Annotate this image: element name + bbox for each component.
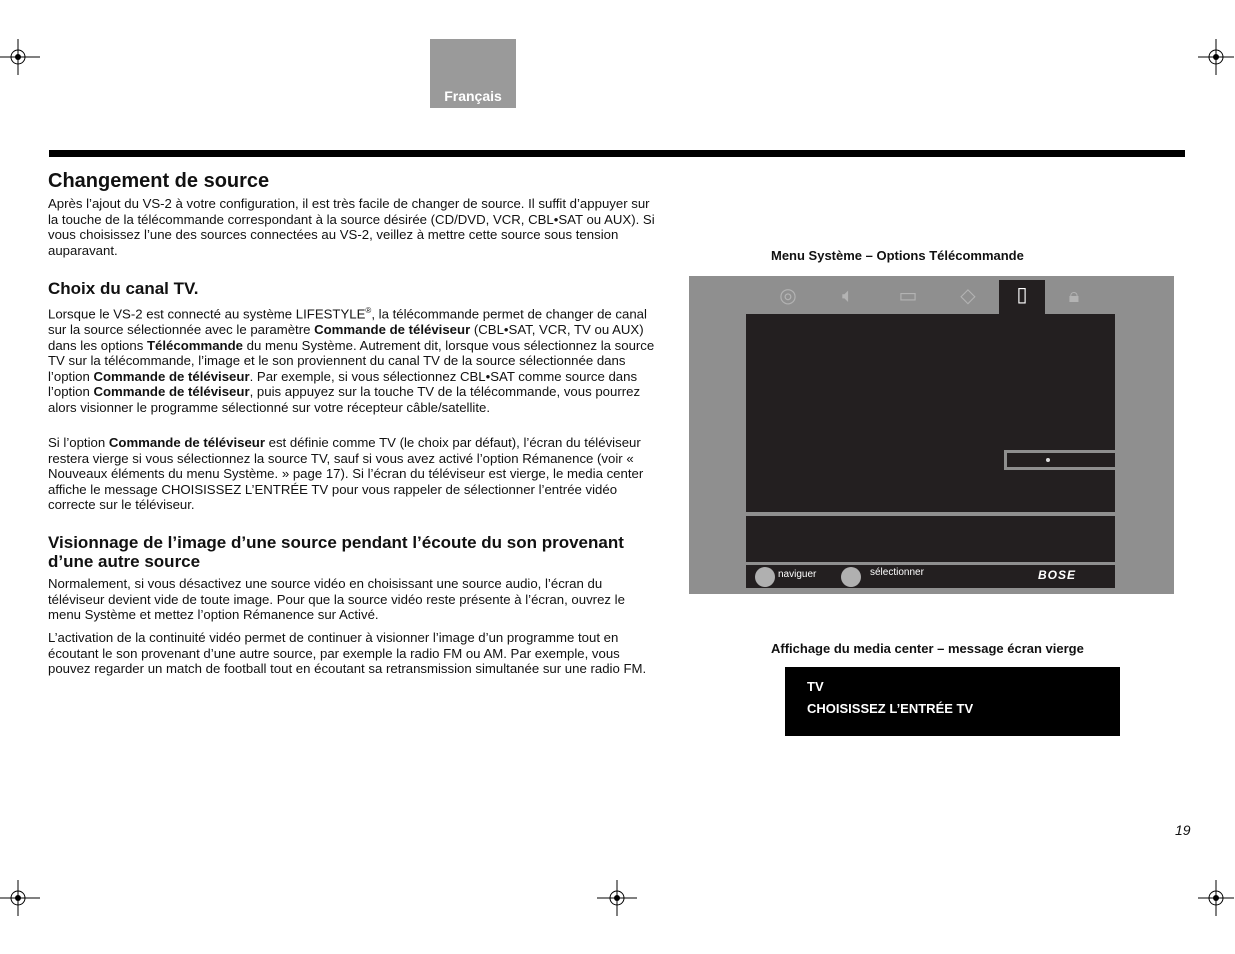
media-center-display — [785, 667, 1120, 736]
blank-figure-caption: Affichage du media center – message écran vierge — [771, 641, 1084, 656]
system-menu-screenshot — [689, 276, 1174, 594]
section-title-source: Changement de source — [48, 170, 270, 192]
page-number: 19 — [1175, 822, 1191, 838]
registration-mark — [0, 878, 40, 918]
persistence-paragraph-2: L’activation de la continuité vidéo permet de continuer à visionner l’image d’un programme tout en écoutant le son provenant d’une autre source, par exemple la radio FM ou AM. Par exemple, vous pouvez regarder un match de football tout en écoutant sa retransmission simultanée sur une radio FM. — [48, 630, 647, 677]
language-tab — [430, 39, 516, 108]
menu-panel — [746, 314, 1115, 512]
menu-message-bar — [746, 516, 1115, 562]
media-icon: ◇ — [960, 285, 976, 307]
section-title-video-persistence: Visionnage de l’image d’une source pendant l’écoute du son provenant d’une autre source — [48, 533, 624, 571]
speaker-icon: 🔈︎ — [842, 285, 854, 307]
tv-channel-paragraph-2: Si l’option Commande de téléviseur est définie comme TV (le choix par défaut), l’écran du téléviseur restera vierge si vous sélectionnez la source TV, sauf si vous avez activé l’option Rémanence (voir « Nouveaux éléments du menu Système. » page 17). Si l’écran du téléviseur est vierge, le media center affiche le message CHOISISSEZ L’ENTRÉE TV pour vous rappeler de sélectionner l’entrée vidéo correcte sur le téléviseur. — [48, 435, 644, 513]
bose-logo: BOSE — [1038, 568, 1077, 582]
registration-mark — [0, 37, 40, 77]
source-paragraph: Après l’ajout du VS-2 à votre configuration, il est très facile de changer de source. Il suffit d’appuyer sur la touche de la télécommande correspondant à la source désirée (CD/DVD, VCR, CBL•SAT ou AUX). Si vous choisissez l’une des sources connectées au VS-2, veillez à mettre cette source sous tension auparavant. — [48, 196, 655, 258]
navigate-label: naviguer — [778, 569, 817, 580]
navigate-pad-icon — [755, 567, 775, 587]
registration-mark — [1198, 37, 1235, 77]
remote-icon: ▯ — [1016, 284, 1028, 306]
select-label: sélectionner — [870, 567, 924, 578]
menu-nav-bar — [746, 565, 1115, 588]
tv-channel-paragraph-1: Lorsque le VS-2 est connecté au système LIFESTYLE®, la télécommande permet de changer de canal sur la source sélectionnée avec le paramètre Commande de téléviseur (CBL•SAT, VCR, TV ou AUX) dans les options Télécommande du menu Système. Autrement dit, lorsque vous sélectionnez la source TV sur la télécommande, l’image et le son proviennent du canal TV de la source sélectionnée dans l’option Commande de téléviseur. Par exemple, si vous sélectionnez CBL•SAT comme source dans l’option Commande de téléviseur, puis appuyez sur la touche TV de la télécommande, vous pourrez alors visionner le programme sélectionné sur votre récepteur câble/satellite. — [48, 306, 655, 415]
registration-mark — [597, 878, 637, 918]
disc-icon: ◎ — [779, 285, 797, 307]
display-line-2: CHOISISSEZ L’ENTRÉE TV — [807, 701, 974, 716]
persistence-paragraph-1: Normalement, si vous désactivez une source vidéo en choisissant une source audio, l’écran du téléviseur devient vide de toute image. Pour que la source vidéo reste présente à l’écran, ouvrez le menu Système et mettez l’option Rémanence sur Activé. — [48, 576, 625, 623]
select-pad-icon — [841, 567, 861, 587]
display-line-1: TV — [807, 679, 824, 694]
header-rule — [49, 150, 1185, 157]
lock-icon: 🔒︎ — [1068, 285, 1080, 307]
language-tab-label: Français — [444, 88, 502, 104]
registration-mark — [1198, 878, 1235, 918]
section-title-tv-channel: Choix du canal TV. — [48, 279, 199, 298]
screen-icon: ▭ — [898, 285, 918, 307]
menu-figure-caption: Menu Système – Options Télécommande — [771, 248, 1024, 263]
tv-control-field — [1004, 450, 1126, 470]
